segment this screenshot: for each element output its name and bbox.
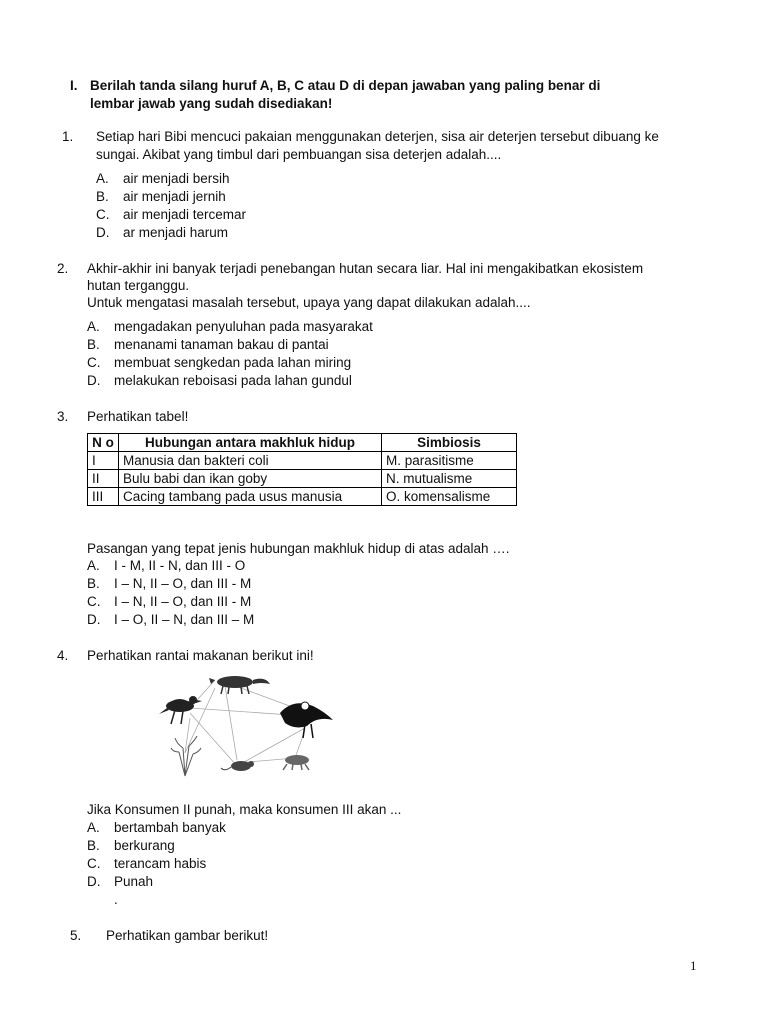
- option-text: Punah: [114, 874, 154, 889]
- option-text: membuat sengkedan pada lahan miring: [114, 355, 352, 370]
- option-letter: B.: [87, 576, 100, 591]
- section-instruction-line2: lembar jawab yang sudah disediakan!: [90, 96, 333, 111]
- frog-icon: [283, 755, 309, 770]
- option-text: menanami tanaman bakau di pantai: [114, 337, 329, 352]
- option-text: I – N, II – O, dan III - M: [114, 594, 252, 609]
- plant-icon: [171, 736, 201, 776]
- option-text: air menjadi bersih: [123, 171, 230, 186]
- trailing-dot: .: [114, 892, 118, 907]
- page-number: 1: [690, 958, 697, 973]
- option-c[interactable]: [87, 855, 207, 873]
- option-a[interactable]: [87, 318, 373, 336]
- option-text: I – N, II – O, dan III - M: [114, 576, 252, 591]
- option-b[interactable]: [96, 188, 226, 206]
- table-header-symbiosis: Simbiosis: [382, 434, 517, 452]
- option-text: bertambah banyak: [114, 820, 226, 835]
- option-letter: C.: [87, 856, 101, 871]
- option-b[interactable]: [87, 336, 329, 354]
- question-number: 4.: [57, 648, 69, 663]
- option-letter: C.: [87, 594, 101, 609]
- option-c[interactable]: [87, 354, 352, 372]
- table-row: [88, 488, 517, 506]
- option-text: mengadakan penyuluhan pada masyarakat: [114, 319, 373, 334]
- option-a[interactable]: [96, 170, 230, 188]
- option-letter: C.: [87, 355, 101, 370]
- option-letter: B.: [96, 189, 109, 204]
- option-letter: D.: [87, 612, 101, 627]
- option-letter: A.: [96, 171, 109, 186]
- table-cell: I: [88, 452, 119, 470]
- option-letter: A.: [87, 319, 100, 334]
- option-text: I – O, II – N, dan III – M: [114, 612, 255, 627]
- question-prompt: Perhatikan rantai makanan berikut ini!: [87, 648, 314, 663]
- option-letter: D.: [96, 225, 110, 240]
- table-cell: O. komensalisme: [382, 488, 517, 506]
- option-text: I - M, II - N, dan III - O: [114, 558, 246, 573]
- option-a[interactable]: [87, 557, 246, 575]
- option-letter: D.: [87, 373, 101, 388]
- table-cell: Manusia dan bakteri coli: [119, 452, 382, 470]
- option-d[interactable]: [87, 611, 255, 629]
- question-text-line3: Untuk mengatasi masalah tersebut, upaya yang dapat dilakukan adalah....: [87, 295, 531, 310]
- question-text-line1: Setiap hari Bibi mencuci pakaian menggunakan deterjen, sisa air deterjen tersebut dibuang ke: [96, 129, 659, 144]
- option-d[interactable]: [87, 873, 154, 891]
- question-prompt: Perhatikan tabel!: [87, 409, 189, 424]
- option-text: air menjadi jernih: [123, 189, 226, 204]
- table-header-row: [88, 434, 517, 452]
- question-text-line1: Akhir-akhir ini banyak terjadi penebangan hutan secara liar. Hal ini mengakibatkan ekosistem: [87, 261, 644, 276]
- option-letter: B.: [87, 838, 100, 853]
- table-header-no: N o: [88, 434, 119, 452]
- section-number: I.: [70, 78, 78, 93]
- option-letter: D.: [87, 874, 101, 889]
- table-header-relation: Hubungan antara makhluk hidup: [119, 434, 382, 452]
- food-chain-illustration: [155, 668, 335, 780]
- option-b[interactable]: [87, 575, 252, 593]
- option-letter: B.: [87, 337, 100, 352]
- table-cell: Cacing tambang pada usus manusia: [119, 488, 382, 506]
- table-cell: M. parasitisme: [382, 452, 517, 470]
- option-letter: A.: [87, 820, 100, 835]
- table-cell: III: [88, 488, 119, 506]
- question-text: Jika Konsumen II punah, maka konsumen III akan ...: [87, 802, 402, 817]
- option-letter: A.: [87, 558, 100, 573]
- option-text: berkurang: [114, 838, 175, 853]
- question-prompt: Perhatikan gambar berikut!: [106, 928, 269, 943]
- question-number: 2.: [57, 261, 69, 276]
- option-text: melakukan reboisasi pada lahan gundul: [114, 373, 352, 388]
- question-text: Pasangan yang tepat jenis hubungan makhluk hidup di atas adalah ….: [87, 541, 510, 556]
- section-instruction-line1: Berilah tanda silang huruf A, B, C atau D di depan jawaban yang paling benar di: [90, 78, 601, 93]
- option-b[interactable]: [87, 837, 175, 855]
- table-cell: II: [88, 470, 119, 488]
- table-row: [88, 452, 517, 470]
- question-text-line2: hutan terganggu.: [87, 278, 190, 293]
- question-number: 3.: [57, 409, 69, 424]
- question-number: 1.: [62, 129, 74, 144]
- civet-icon: [209, 676, 270, 694]
- question-number: 5.: [70, 928, 82, 943]
- option-c[interactable]: [96, 206, 247, 224]
- option-d[interactable]: [96, 224, 229, 242]
- option-d[interactable]: [87, 372, 352, 390]
- mouse-icon: [221, 761, 254, 771]
- table-cell: Bulu babi dan ikan goby: [119, 470, 382, 488]
- table-cell: N. mutualisme: [382, 470, 517, 488]
- eagle-icon: [280, 702, 333, 738]
- option-a[interactable]: [87, 819, 226, 837]
- symbiosis-table: [87, 433, 517, 506]
- table-row: [88, 470, 517, 488]
- option-text: terancam habis: [114, 856, 207, 871]
- question-text-line2: sungai. Akibat yang timbul dari pembuangan sisa deterjen adalah....: [96, 147, 502, 162]
- option-text: ar menjadi harum: [123, 225, 229, 240]
- option-text: air menjadi tercemar: [123, 207, 247, 222]
- option-c[interactable]: [87, 593, 252, 611]
- option-letter: C.: [96, 207, 110, 222]
